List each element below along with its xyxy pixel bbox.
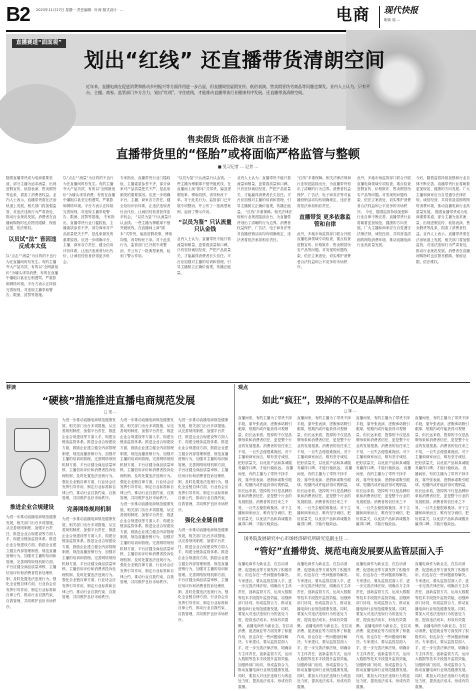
left-sidehead: 强化全业链自律	[184, 518, 224, 525]
left-article-text: 为进一步推动直播电商规范健康发展，相关部门出台多项措施，从完善规则制度、加强平台责任、推进企业合规建设等方面入手，构建全链条监管体系。推进企业合规建设方面，鼓励企业建立健全内部管理制度，规范直播营销行为，加强对主播的培训和管理。完善网络规则机制方面，平台应健全商品质量审核、主播信用评价和消费者投诉处理机制，及时处置违法违规行为。强化全业链自律方面，行业协会应发挥引导作用，制定行业标准和自律公约，推动行业自我约束、自我管理，共同维护良好市场秩序。	[62, 516, 116, 600]
page-number: B2	[6, 4, 30, 26]
opinion-text: 直播间里，有的主播为了带货不择手段，靠夸张表演、虚假承诺吸引眼球，短期内或许能获得可观销量，但长远来看，毁掉的不仅是品牌形象和消费者信任，更是整个行业的发展根基。消费者的信任来之不易，一旦失去便很难挽回。对于主播和商家而言，唯有坚守诚信，把好质量关，以优质产品和真诚服务赢得口碑，才能行稳致远。	[356, 416, 410, 471]
lead-column-3	[120, 176, 173, 378]
bottom-text: 直播电商作为新业态，在拉动消费、促进就业等方面发挥了积极作用，但也存在一些问题亟待解决。专家建议，要从监管层面入手，进一步完善法律法规，明确各方主体责任，创新监管方式，运用大数据等技术手段提升监管效能，加强跨部门协同，形成监管合力，推动直播电商行业规范健康发展。同时，要加大对违法违规行为的惩处力度，提高违法成本，形成有效震慑。	[238, 623, 294, 690]
column-divider	[234, 384, 235, 677]
opinion-text: 直播间里，有的主播为了带货不择手段，靠夸张表演、虚假承诺吸引眼球，短期内或许能获得可观销量，但长远来看，毁掉的不仅是品牌形象和消费者信任，更是整个行业的发展根基。消费者的信任来之不易，一旦失去便很难挽回。对于主播和商家而言，唯有坚守诚信，把好质量关，以优质产品和真诚服务赢得口碑，才能行稳致远。	[297, 466, 353, 527]
bottom-kicker: 国务院发展研究中心市场经济研究所研究室副主任 ...	[244, 537, 349, 542]
lead-column-text: 今后，随着监管持续加强和行业自律不断完善，直播带货行业将朝着更加规范、健康的方向发展。广大主播和商家应当自觉遵守法律法规，诚信经营，共同营造清朗的网络消费环境，推动直播电商行业高质量发展。	[416, 176, 470, 214]
lead-column-text: 随着直播带货成为电商重要渠道，部分主播为追求流量，出现虚假宣传、低俗表演、售卖假货等乱象，损害了消费者权益。业内人士表示，直播带货需在法治轨道上发展，相关部门将加强监管，对违法违规行为严肃查处，推动行业规范发展。消费者在直播间购物时也应擦亮眼睛，保留证据，依法维权。	[416, 209, 470, 264]
feature-banner	[6, 34, 470, 126]
left-article-illustration	[6, 418, 58, 496]
left-article-col-4	[178, 418, 230, 677]
lead-column-text: “红线”多重保障。相关法律法规和行业规范陆续出台，为直播带货划出了清晰的行为边界。消费者权益保护、广告法、电子商务法等对直播营销活动均有明确规定，违法者将依法承担相应责任。	[237, 209, 293, 242]
bottom-article-title: “管好”直播带货、规范电商发展要从监管层面入手	[254, 547, 444, 557]
section-divider	[6, 382, 470, 383]
left-article-text: 为进一步推动直播电商规范健康发展，相关部门出台多项措施，从完善规则制度、加强平台责任、推进企业合规建设等方面入手，构建全链条监管体系。推进企业合规建设方面，鼓励企业建立健全内部管理制度，规范直播营销行为，加强对主播的培训和管理。完善网络规则机制方面，平台应健全商品质量审核、主播信用评价和消费者投诉处理机制，及时处置违法违规行为。强化全业链自律方面，行业协会应发挥引导作用，制定行业标准和自律公约，推动行业自我约束、自我管理，共同维护良好市场秩序。	[178, 418, 229, 512]
column-tag: 直播赛道“面面观”	[12, 39, 66, 48]
bottom-text: 直播电商作为新业态，在拉动消费、促进就业等方面发挥了积极作用，但也存在一些问题亟待解决。专家建议，要从监管层面入手，进一步完善法律法规，明确各方主体责任，创新监管方式，运用大数据等技术手段提升监管效能，加强跨部门协同，形成监管合力，推动直播电商行业规范健康发展。同时，要加大对违法违规行为的惩处力度，提高违法成本，形成有效震慑。	[356, 562, 410, 628]
section-title: 电商	[336, 5, 371, 24]
left-article-text: 为进一步推动直播电商规范健康发展，相关部门出台多项措施，从完善规则制度、加强平台责任、推进企业合规建设等方面入手，构建全链条监管体系。推进企业合规建设方面，鼓励企业建立健全内部管理制度，规范直播营销行为，加强对主播的培训和管理。完善网络规则机制方面，平台应健全商品质量审核、主播信用评价和消费者投诉处理机制，及时处置违法违规行为。强化全业链自律方面，行业协会应发挥引导作用，制定行业标准和自律公约，推动行业自我约束、自我管理，共同维护良好市场秩序。	[120, 418, 174, 501]
bottom-col-2	[297, 562, 353, 690]
lead-column-text: 此外，多地市场监管部门联合开展直播电商领域专项检查，重点检查虚假宣传、价格欺诈、售卖假冒伪劣产品等问题。对发现的问题线索，依法立案查处，切实维护消费者合法权益和公平竞争的市场秩序。	[297, 231, 351, 270]
right-article-title: 如此“疯狂”，毁掉的不仅是品牌和信任	[262, 396, 410, 406]
lead-column-text: 专家指出，直播带货行业门槛较低，主播素质参差不齐，部分商家对产品质量把关不严，是乱象频发的重要原因。应进一步明确平台、主播、商家各方责任，健全信用评价体系，让违法违规者付出代价，让诚信经营者获得更多机会。	[120, 176, 171, 220]
left-article-text: 为进一步推动直播电商规范健康发展，相关部门出台多项措施，从完善规则制度、加强平台责任、推进企业合规建设等方面入手，构建全链条监管体系。推进企业合规建设方面，鼓励企业建立健全内部管理制度，规范直播营销行为，加强对主播的培训和管理。完善网络规则机制方面，平台应健全商品质量审核、主播信用评价和消费者投诉处理机制，及时处置违法违规行为。强化全业链自律方面，行业协会应发挥引导作用，制定行业标准和自律公约，推动行业自我约束、自我管理，共同维护良好市场秩序。	[120, 501, 174, 585]
bottom-text: 直播电商作为新业态，在拉动消费、促进就业等方面发挥了积极作用，但也存在一些问题亟待解决。专家建议，要从监管层面入手，进一步完善法律法规，明确各方主体责任，创新监管方式，运用大数据等技术手段提升监管效能，加强跨部门协同，形成监管合力，推动直播电商行业规范健康发展。同时，要加大对违法违规行为的惩处力度，提高违法成本，形成有效震慑。	[238, 562, 292, 628]
newspaper-logo: 现代快报	[384, 6, 419, 16]
lead-column-text: 随着直播带货成为电商重要渠道，部分主播为追求流量，出现虚假宣传、低俗表演、售卖假货等乱象，损害了消费者权益。业内人士表示，直播带货需在法治轨道上发展，相关部门将加强监管，对违法违规行为严肃查处，推动行业规范发展。消费者在直播间购物时也应擦亮眼睛，保留证据，依法维权。	[6, 176, 57, 231]
left-article-title: “硬核”措施推进直播电商规范发展	[42, 396, 196, 407]
lead-column-text: “红线”多重保障。相关法律法规和行业规范陆续出台，为直播带货划出了清晰的行为边界。消费者权益保护、广告法、电子商务法等对直播营销活动均有明确规定，违法者将依法承担相应责任。	[297, 176, 352, 208]
left-sidehead: 完善网络规则机制	[66, 506, 111, 513]
left-sidehead: 推进企业合规建设	[9, 505, 54, 511]
opinion-text: 直播间里，有的主播为了带货不择手段，靠夸张表演、虚假承诺吸引眼球，短期内或许能获得可观销量，但长远来看，毁掉的不仅是品牌形象和消费者信任，更是整个行业的发展根基。消费者的信任来之不易，一旦失去便很难挽回。对于主播和商家而言，唯有坚守诚信，把好质量关，以优质产品和真诚服务赢得口碑，才能行稳致远。	[415, 466, 469, 527]
lead-byline: ■ 见习记者 ... 记者 ...	[217, 164, 259, 169]
bottom-text: 直播电商作为新业态，在拉动消费、促进就业等方面发挥了积极作用，但也存在一些问题亟待解决。专家建议，要从监管层面入手，进一步完善法律法规，明确各方主体责任，创新监管方式，运用大数据等技术手段提升监管效能，加强跨部门协同，形成监管合力，推动直播电商行业规范健康发展。同时，要加大对违法违规行为的惩处力度，提高违法成本，形成有效震慑。	[415, 562, 469, 628]
lead-title: 直播带货里的“怪胎”或将面临严格监管与整顿	[116, 147, 360, 161]
bottom-text: 直播电商作为新业态，在拉动消费、促进就业等方面发挥了积极作用，但也存在一些问题亟待解决。专家建议，要从监管层面入手，进一步完善法律法规，明确各方主体责任，创新监管方式，运用大数据等技术手段提升监管效能，加强跨部门协同，形成监管合力，推动直播电商行业规范健康发展。同时，要加大对违法违规行为的惩处力度，提高违法成本，形成有效震慑。	[356, 623, 412, 690]
lead-column-2	[63, 176, 116, 378]
lead-column-6	[297, 176, 353, 378]
lead-column-1	[6, 176, 59, 378]
bottom-col-1	[238, 562, 294, 690]
banner-camera-illustration	[346, 30, 476, 130]
opinion-col-1	[238, 416, 294, 528]
lead-sidehead: 直播带货 更多依靠监管和自律	[299, 214, 351, 228]
left-column-label: 荐读	[6, 385, 17, 391]
lead-column-8	[416, 176, 470, 378]
lead-column-text: “以员为鉴”只认流量只认金钱。一些主播为博眼球不惜突破底线，在直播间上演“剧本”式带货，编造虚假故事，博取同情，诱导粉丝下单。对于此类行为，监管部门已开展专项整治，并公布了一批典型案例，起到了警示作用。	[177, 176, 232, 214]
lead-sidehead: “以员为鉴” 只认流量只认金钱	[178, 220, 232, 234]
opinion-col-4	[415, 416, 470, 528]
lead-column-text: “以员为鉴”只认流量只认金钱。一些主播为博眼球不惜突破底线，在直播间上演“剧本”式带货，编造虚假故事，博取同情，诱导粉丝下单。对于此类行为，监管部门已开展专项整治，并公布了一批典型案例，起到了警示作用。	[120, 215, 173, 259]
issue-meta: 2023年11月27日 星期一 责任编辑：叶涛 版式设计：...	[36, 8, 124, 12]
lead-column-7	[357, 176, 412, 378]
left-article-byline: □ 见 ...	[104, 410, 117, 414]
left-article-text: 为进一步推动直播电商规范健康发展，相关部门出台多项措施，从完善规则制度、加强平台责任、推进企业合规建设等方面入手，构建全链条监管体系。推进企业合规建设方面，鼓励企业建立健全内部管理制度，规范直播营销行为，加强对主播的培训和管理。完善网络规则机制方面，平台应健全商品质量审核、主播信用评价和消费者投诉处理机制，及时处置违法违规行为。强化全业链自律方面，行业协会应发挥引导作用，制定行业标准和自律公约，推动行业自我约束、自我管理，共同维护良好市场秩序。	[6, 515, 57, 609]
editor-credits: 刷读 周 ...	[384, 18, 401, 22]
lead-column-4	[177, 176, 233, 378]
bottom-col-3	[356, 562, 412, 690]
lead-column-text: 业内人士认为，直播带货不能只看流量和销量，更要看质量和口碑。只有坚持诚信经营，严把产品质量关，才能赢得消费者长久信任。平台应加强对主播的培训和管理，引导主播树立正确价值观，传播正能量。	[177, 237, 231, 275]
lead-column-text: 业内人士认为，直播带货不能只看流量和销量，更要看质量和口碑。只有坚持诚信经营，严把产品质量关，才能赢得消费者长久信任。平台应加强对主播的培训和管理，引导主播树立正确价值观，传播正能量。	[237, 176, 291, 214]
page-header	[6, 5, 470, 29]
left-article-col-3	[120, 418, 174, 677]
left-article-text: 为进一步推动直播电商规范健康发展，相关部门出台多项措施，从完善规则制度、加强平台责任、推进企业合规建设等方面入手，构建全链条监管体系。推进企业合规建设方面，鼓励企业建立健全内部管理制度，规范直播营销行为，加强对主播的培训和管理。完善网络规则机制方面，平台应健全商品质量审核、主播信用评价和消费者投诉处理机制，及时处置违法违规行为。强化全业链自律方面，行业协会应发挥引导作用，制定行业标准和自律公约，推动行业自我约束、自我管理，共同维护良好市场秩序。	[62, 418, 116, 501]
right-column-label: 观点	[238, 385, 249, 391]
opinion-col-3	[356, 416, 412, 528]
device-icon	[14, 428, 50, 452]
left-article-col-1	[6, 500, 58, 677]
opinion-text: 直播间里，有的主播为了带货不择手段，靠夸张表演、虚假承诺吸引眼球，短期内或许能获得可观销量，但长远来看，毁掉的不仅是品牌形象和消费者信任，更是整个行业的发展根基。消费者的信任来之不易，一旦失去便很难挽回。对于主播和商家而言，唯有坚守诚信，把好质量关，以优质产品和真诚服务赢得口碑，才能行稳致远。	[238, 466, 294, 527]
opinion-col-2	[297, 416, 353, 528]
banner-headline: 划出“红线” 还直播带货清朗空间	[84, 48, 386, 72]
right-article-byline: □ 陈 ...	[344, 409, 357, 413]
lead-column-text: 专家指出，直播带货行业门槛较低，主播素质参差不齐，部分商家对产品质量把关不严，是乱象频发的重要原因。应进一步明确平台、主播、商家各方责任，健全信用评价体系，让违法违规者付出代价，让诚信经营者获得更多机会。	[63, 215, 115, 264]
bottom-text: 直播电商作为新业态，在拉动消费、促进就业等方面发挥了积极作用，但也存在一些问题亟待解决。专家建议，要从监管层面入手，进一步完善法律法规，明确各方主体责任，创新监管方式，运用大数据等技术手段提升监管效能，加强跨部门协同，形成监管合力，推动直播电商行业规范健康发展。同时，要加大对违法违规行为的惩处力度，提高违法成本，形成有效震慑。	[415, 623, 469, 690]
banner-intro: 近年来，直播电商在促进消费和推动乡村振兴等方面作用进一步凸显，但直播间里虚假宣传、低俗表演、售卖假冒伪劣商品等问题也频发。业内人士认为，只有平台、主播、商家、监管部门多方合力，划出“红线”，守住底线，才能推动直播带货行业健康有序发展，还直播带货清朗空间。	[86, 84, 370, 95]
bottom-text: 直播电商作为新业态，在拉动消费、促进就业等方面发挥了积极作用，但也存在一些问题亟待解决。专家建议，要从监管层面入手，进一步完善法律法规，明确各方主体责任，创新监管方式，运用大数据等技术手段提升监管效能，加强跨部门协同，形成监管合力，推动直播电商行业规范健康发展。同时，要加大对违法违规行为的惩处力度，提高违法成本，形成有效震慑。	[297, 562, 351, 628]
masthead-brand	[379, 6, 470, 28]
lead-column-text: 以“点击”“流量”为目的的不良行为在直播间时有发生。有的主播夸大产品功效，有的以“全网最低价”为噱头诱导消费，有的在直播中爆粗口甚至互相谩骂，严重影响网络环境。平台方表示正持续完善规则，对违规主播采取警告、限流、封禁等措施。	[6, 253, 59, 298]
lead-column-text: 今后，随着监管持续加强和行业自律不断完善，直播带货行业将朝着更加规范、健康的方向发展。广大主播和商家应当自觉遵守法律法规，诚信经营，共同营造清朗的网络消费环境，推动直播电商行业高质量发展。	[357, 209, 411, 248]
opinion-text: 直播间里，有的主播为了带货不择手段，靠夸张表演、虚假承诺吸引眼球，短期内或许能获得可观销量，但长远来看，毁掉的不仅是品牌形象和消费者信任，更是整个行业的发展根基。消费者的信任来之不易，一旦失去便很难挽回。对于主播和商家而言，唯有坚守诚信，把好质量关，以优质产品和真诚服务赢得口碑，才能行稳致远。	[297, 416, 351, 471]
person-icon	[20, 458, 46, 488]
opinion-text: 直播间里，有的主播为了带货不择手段，靠夸张表演、虚假承诺吸引眼球，短期内或许能获得可观销量，但长远来看，毁掉的不仅是品牌形象和消费者信任，更是整个行业的发展根基。消费者的信任来之不易，一旦失去便很难挽回。对于主播和商家而言，唯有坚守诚信，把好质量关，以优质产品和真诚服务赢得口碑，才能行稳致远。	[415, 416, 469, 471]
left-article-text: 为进一步推动直播电商规范健康发展，相关部门出台多项措施，从完善规则制度、加强平台责任、推进企业合规建设等方面入手，构建全链条监管体系。推进企业合规建设方面，鼓励企业建立健全内部管理制度，规范直播营销行为，加强对主播的培训和管理。完善网络规则机制方面，平台应健全商品质量审核、主播信用评价和消费者投诉处理机制，及时处置违法违规行为。强化全业链自律方面，行业协会应发挥引导作用，制定行业标准和自律公约，推动行业自我约束、自我管理，共同维护良好市场秩序。	[178, 528, 229, 622]
opinion-text: 直播间里，有的主播为了带货不择手段，靠夸张表演、虚假承诺吸引眼球，短期内或许能获得可观销量，但长远来看，毁掉的不仅是品牌形象和消费者信任，更是整个行业的发展根基。消费者的信任来之不易，一旦失去便很难挽回。对于主播和商家而言，唯有坚守诚信，把好质量关，以优质产品和真诚服务赢得口碑，才能行稳致远。	[356, 466, 412, 527]
bottom-col-4	[415, 562, 470, 690]
lead-sidehead: 以员试“法” 皆因违反成本太低	[8, 236, 57, 250]
lead-column-text: 以“点击”“流量”为目的的不良行为在直播间时有发生。有的主播夸大产品功效，有的以“全网最低价”为噱头诱导消费，有的在直播中爆粗口甚至互相谩骂，严重影响网络环境。平台方表示正持续完善规则，对违规主播采取警告、限流、封禁等措施。	[63, 176, 116, 220]
inner-divider	[238, 532, 470, 533]
left-article-col-2	[62, 418, 116, 677]
opinion-text: 直播间里，有的主播为了带货不择手段，靠夸张表演、虚假承诺吸引眼球，短期内或许能获得可观销量，但长远来看，毁掉的不仅是品牌形象和消费者信任，更是整个行业的发展根基。消费者的信任来之不易，一旦失去便很难挽回。对于主播和商家而言，唯有坚守诚信，把好质量关，以优质产品和真诚服务赢得口碑，才能行稳致远。	[238, 416, 292, 471]
bottom-text: 直播电商作为新业态，在拉动消费、促进就业等方面发挥了积极作用，但也存在一些问题亟待解决。专家建议，要从监管层面入手，进一步完善法律法规，明确各方主体责任，创新监管方式，运用大数据等技术手段提升监管效能，加强跨部门协同，形成监管合力，推动直播电商行业规范健康发展。同时，要加大对违法违规行为的惩处力度，提高违法成本，形成有效震慑。	[297, 623, 353, 690]
lead-column-5	[237, 176, 293, 378]
lead-column-text: 此外，多地市场监管部门联合开展直播电商领域专项检查，重点检查虚假宣传、价格欺诈、售卖假冒伪劣产品等问题。对发现的问题线索，依法立案查处，切实维护消费者合法权益和公平竞争的市场秩序。	[357, 176, 411, 214]
lead-kicker: 售卖假货 低俗表演 出言不逊	[187, 135, 289, 144]
